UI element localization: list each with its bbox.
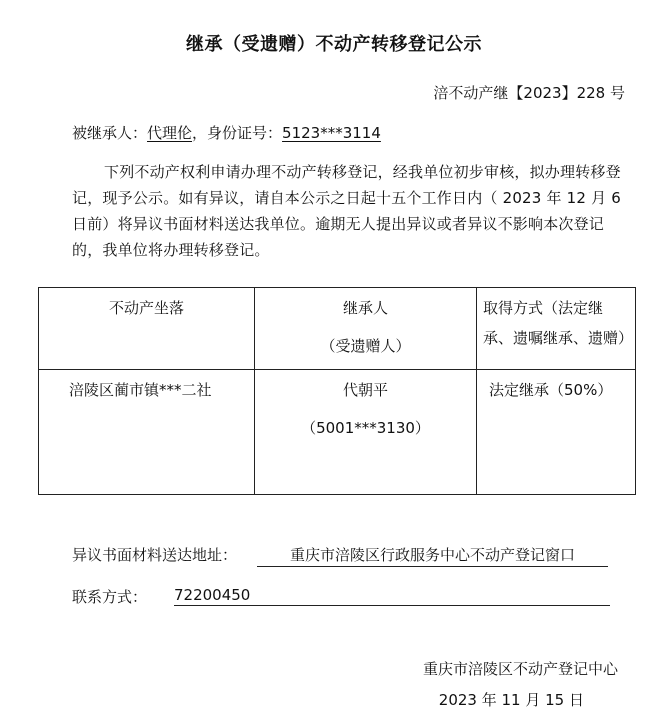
row-method-value: 法定继承（50%） — [489, 381, 613, 399]
row-cell-heir — [255, 370, 477, 495]
header-heir-wrap — [255, 288, 476, 361]
header-method-label: 取得方式（法定继承、遗嘱继承、遗赠） — [483, 299, 634, 347]
table-row — [39, 370, 636, 495]
notice-title: 继承（受遗赠）不动产转移登记公示 — [186, 34, 482, 55]
issue-date: 2023 年 11 月 15 日 — [438, 691, 584, 709]
notice-body: 下列不动产权利申请办理不动产转移登记，经我单位初步审核，拟办理转移登记，现予公示。如有异议，请自本公示之日起十五个工作日内（ 2023 年 12 月 6 日前）将异议书面材料送达我单位。逾期无人提出异议或者异议不影响本次登记的，我单位将办理转移登记。 — [72, 163, 622, 259]
row-location-value: 涪陵区蔺市镇***二社 — [69, 381, 212, 399]
issuing-organization: 重庆市涪陵区不动产登记中心 — [422, 660, 618, 678]
phone-label: 联系方式： — [72, 588, 148, 606]
row-heir-wrap — [255, 370, 476, 443]
header-cell-heir — [255, 288, 477, 370]
row-heir-name: 代朝平 — [342, 381, 388, 399]
registration-table — [38, 287, 636, 495]
address-value: 重庆市涪陵区行政服务中心不动产登记窗口 — [257, 544, 608, 567]
header-heir-line2: （受遗赠人） — [320, 337, 411, 355]
row-heir-id: （5001***3130） — [301, 419, 430, 437]
phone-value: 72200450 — [174, 586, 610, 606]
decedent-id: 5123***3114 — [282, 124, 381, 142]
decedent-label: 被继承人： — [72, 124, 148, 142]
header-cell-location — [39, 288, 255, 370]
row-cell-method — [477, 370, 636, 495]
table-header-row — [39, 288, 636, 370]
header-method-wrap — [477, 288, 635, 353]
decedent-name: 代理伦 — [147, 124, 193, 142]
header-cell-method — [477, 288, 636, 370]
row-cell-location — [39, 370, 255, 495]
header-heir-line1: 继承人 — [342, 299, 388, 317]
document-number: 涪不动产继【2023】228 号 — [433, 84, 625, 102]
address-label: 异议书面材料送达地址： — [72, 546, 238, 564]
decedent-id-label: ，身份证号： — [192, 124, 283, 142]
decedent-line — [72, 122, 381, 143]
header-location-label: 不动产坐落 — [108, 299, 184, 317]
